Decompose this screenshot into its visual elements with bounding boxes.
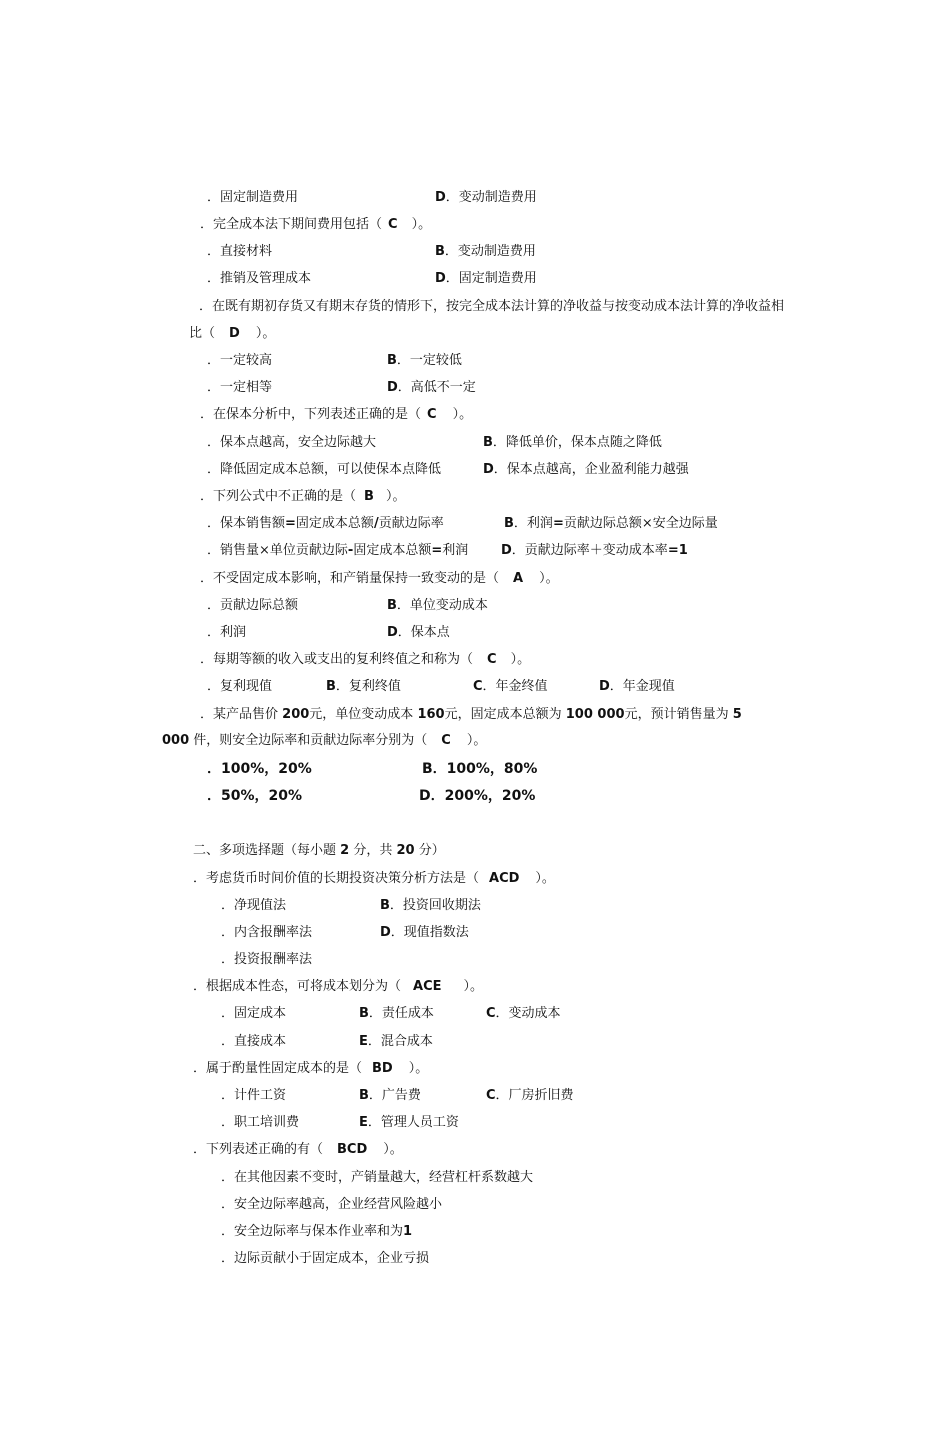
option-b	[326, 678, 401, 696]
stem-text: 比（	[189, 326, 216, 341]
option-letter: E	[359, 1034, 368, 1049]
option-text: ．投资报酬率法	[221, 952, 313, 967]
option-letter: C	[486, 1088, 496, 1103]
option-text: ．保本点越高，安全边际越大	[207, 435, 377, 450]
option-text: ．利润	[207, 625, 247, 640]
option-b	[435, 243, 536, 261]
option-text: ．保本销售额	[207, 516, 286, 531]
option-d	[221, 1114, 299, 1132]
option-letter: C	[473, 679, 483, 694]
question-stem	[200, 488, 405, 506]
option-text: ．利润	[513, 516, 553, 531]
option-c	[473, 678, 548, 696]
answer: BCD	[337, 1142, 368, 1157]
option-letter: D	[483, 462, 494, 477]
option-text: 固定成本总额	[353, 543, 432, 558]
option-letter: D	[380, 925, 391, 940]
option-b	[359, 1005, 434, 1023]
option-text: ．在其他因素不变时，产销量越大，经营杠杆系数越大	[221, 1170, 534, 1185]
option-letter: B	[435, 244, 445, 259]
option-a	[207, 243, 272, 261]
minus-sign: -	[347, 543, 354, 558]
option-e	[221, 951, 312, 969]
option-text: ．边际贡献小于固定成本，企业亏损	[221, 1251, 430, 1266]
number: 5	[732, 707, 742, 722]
option-d	[599, 678, 675, 696]
heading-text: 分）	[418, 843, 445, 858]
option-text: ．推销及管理成本	[207, 271, 312, 286]
answer: ACE	[413, 979, 442, 994]
answer: C	[441, 733, 451, 748]
option-text: ．厂房折旧费	[495, 1088, 574, 1103]
option-c	[207, 270, 311, 288]
option-text: ．贡献边际总额	[207, 598, 299, 613]
question-stem	[200, 216, 431, 234]
answer: C	[487, 652, 497, 667]
option-a	[207, 678, 272, 696]
stem-end: ）。	[255, 326, 276, 341]
option-d	[221, 1250, 429, 1268]
option-text: ．50%，20%	[207, 788, 303, 804]
option-b	[483, 434, 662, 452]
stem-text: ．每期等额的收入或支出的复利终值之和称为（	[200, 652, 474, 667]
option-letter: E	[359, 1115, 368, 1130]
stem-text: 元，单位变动成本	[309, 707, 414, 722]
stem-end: ）。	[385, 489, 406, 504]
option-b	[422, 760, 537, 778]
answer: B	[364, 489, 374, 504]
option-text: ．100%，20%	[207, 761, 312, 777]
option-a	[207, 515, 444, 533]
option-b	[387, 352, 462, 370]
question-stem-cont	[162, 732, 486, 750]
option-letter: D	[387, 625, 398, 640]
option-text: ．混合成本	[367, 1034, 433, 1049]
option-c	[486, 1005, 561, 1023]
option-text: ．变动制造费用	[445, 190, 537, 205]
question-stem	[200, 651, 530, 669]
option-d	[387, 379, 476, 397]
stem-end: ）。	[510, 652, 531, 667]
option-letter: B	[387, 353, 397, 368]
option-text: ．复利现值	[207, 679, 273, 694]
option-text: ．降低单价，保本点随之降低	[492, 435, 662, 450]
number: 20	[396, 843, 415, 858]
option-text: ．安全边际率越高，企业经营风险越小	[221, 1197, 443, 1212]
option-text: ．年金终值	[482, 679, 548, 694]
option-letter: D	[419, 788, 431, 804]
option-text: ．变动成本	[495, 1006, 561, 1021]
number: 100 000	[565, 707, 625, 722]
option-c	[207, 542, 468, 560]
equals-sign: =	[431, 543, 443, 558]
option-a	[207, 434, 376, 452]
option-d	[380, 924, 469, 942]
option-text: ．保本点	[397, 625, 450, 640]
option-letter: D	[435, 190, 446, 205]
option-b	[359, 1087, 421, 1105]
option-d	[221, 1033, 286, 1051]
number: 2	[340, 843, 350, 858]
option-text: ．高低不一定	[397, 380, 476, 395]
option-letter: B	[387, 598, 397, 613]
option-text: ．100%，80%	[432, 761, 538, 777]
stem-end: ）。	[452, 407, 473, 422]
option-a	[207, 597, 298, 615]
option-a	[207, 352, 272, 370]
option-text: ．固定制造费用	[207, 190, 299, 205]
option-text: ．复利终值	[335, 679, 401, 694]
option-text: ．固定制造费用	[445, 271, 537, 286]
equals-sign: =	[285, 516, 296, 531]
question-stem	[193, 978, 483, 996]
stem-end: ）。	[463, 979, 484, 994]
option-e	[359, 1033, 433, 1051]
option-text: ．一定相等	[207, 380, 273, 395]
option-text: ．管理人员工资	[367, 1115, 459, 1130]
stem-end: ）。	[411, 217, 432, 232]
option-text: ．保本点越高，企业盈利能力越强	[493, 462, 689, 477]
question-stem	[193, 1060, 428, 1078]
stem-text: ．根据成本性态，可将成本划分为（	[193, 979, 402, 994]
stem-text: 件，则安全边际率和贡献边际率分别为（	[193, 733, 428, 748]
option-b	[504, 515, 718, 533]
option-d	[501, 542, 688, 560]
option-letter: D	[435, 271, 446, 286]
option-letter: D	[387, 380, 398, 395]
stem-end: ）。	[408, 1061, 429, 1076]
stem-end: ）。	[466, 733, 487, 748]
option-a	[221, 897, 286, 915]
option-letter: B	[504, 516, 514, 531]
option-c	[207, 379, 272, 397]
option-text: ．贡献边际率＋变动成本率	[511, 543, 668, 558]
answer: C	[427, 407, 437, 422]
equals-sign: =	[552, 516, 564, 531]
option-text: ．销售量×单位贡献边际	[207, 543, 348, 558]
answer: C	[388, 217, 398, 232]
option-c	[221, 924, 312, 942]
option-letter: B	[380, 898, 390, 913]
heading-text: 二、多项选择题（每小题	[193, 843, 337, 858]
question-stem	[193, 1141, 403, 1159]
option-text: ．变动制造费用	[444, 244, 536, 259]
option-text: 贡献边际总额×安全边际量	[563, 516, 718, 531]
option-letter: D	[501, 543, 512, 558]
stem-text: 元，固定成本总额为	[444, 707, 562, 722]
option-d	[387, 624, 450, 642]
option-b	[221, 1196, 442, 1214]
option-letter: B	[359, 1088, 369, 1103]
option-d	[435, 270, 537, 288]
option-d	[419, 787, 535, 805]
option-a	[207, 760, 312, 778]
option-text: 利润	[442, 543, 469, 558]
option-letter: C	[486, 1006, 496, 1021]
option-a	[207, 189, 298, 207]
number: 000	[162, 733, 190, 748]
option-text: ．降低固定成本总额，可以使保本点降低	[207, 462, 442, 477]
option-text: ．固定成本	[221, 1006, 287, 1021]
option-letter: B	[422, 761, 433, 777]
section-heading	[193, 842, 445, 860]
stem-text: ．在既有期初存货又有期末存货的情形下，按完全成本法计算的净收益与按变动成本法计算的净收益相	[199, 299, 785, 314]
number: 160	[417, 707, 445, 722]
option-text: ．责任成本	[368, 1006, 434, 1021]
option-text: ．现值指数法	[390, 925, 469, 940]
option-e	[359, 1114, 459, 1132]
stem-text: ．下列公式中不正确的是（	[200, 489, 357, 504]
question-stem-cont	[189, 325, 275, 343]
answer: BD	[372, 1061, 393, 1076]
option-text: ．一定较低	[396, 353, 462, 368]
slash-sign: /	[373, 516, 379, 531]
question-stem	[199, 298, 784, 316]
option-text: ．职工培训费	[221, 1115, 300, 1130]
option-letter: D	[599, 679, 610, 694]
number: 200	[282, 707, 310, 722]
option-b	[380, 897, 481, 915]
option-text: ．投资回收期法	[389, 898, 481, 913]
question-stem	[200, 406, 472, 424]
option-text: ．内含报酬率法	[221, 925, 313, 940]
question-stem	[200, 570, 559, 588]
stem-text: 元，预计销售量为	[624, 707, 729, 722]
option-c	[221, 1223, 412, 1241]
option-d	[483, 461, 689, 479]
option-c	[486, 1087, 574, 1105]
stem-end: ）。	[539, 571, 559, 586]
option-a	[221, 1087, 286, 1105]
option-a	[221, 1005, 286, 1023]
heading-text: 分，共	[353, 843, 393, 858]
number: 1	[403, 1224, 413, 1239]
option-letter: B	[326, 679, 336, 694]
option-text: ．计件工资	[221, 1088, 287, 1103]
option-text: ．直接成本	[221, 1034, 287, 1049]
option-c	[207, 787, 302, 805]
question-stem	[193, 870, 555, 888]
option-text: ．200%，20%	[430, 788, 536, 804]
option-text: ．一定较高	[207, 353, 273, 368]
option-d	[435, 189, 537, 207]
option-c	[207, 461, 441, 479]
stem-text: ．完全成本法下期间费用包括（	[200, 217, 383, 232]
option-text: ．年金现值	[609, 679, 675, 694]
answer: ACD	[489, 871, 520, 886]
option-text: ．单位变动成本	[396, 598, 488, 613]
equals-one: =1	[667, 543, 688, 558]
option-text: ．安全边际率与保本作业率和为	[221, 1224, 404, 1239]
stem-text: ．在保本分析中，下列表述正确的是（	[200, 407, 422, 422]
option-text: 贡献边际率	[378, 516, 444, 531]
stem-text: ．下列表述正确的有（	[193, 1142, 324, 1157]
stem-end: ）。	[535, 871, 555, 886]
stem-text: ．不受固定成本影响，和产销量保持一致变动的是（	[200, 571, 500, 586]
stem-end: ）。	[383, 1142, 403, 1157]
option-letter: B	[359, 1006, 369, 1021]
option-b	[387, 597, 488, 615]
answer: A	[513, 571, 524, 586]
answer: D	[229, 326, 240, 341]
option-text: ．广告费	[368, 1088, 421, 1103]
question-stem	[200, 706, 742, 724]
option-letter: B	[483, 435, 493, 450]
option-text: ．净现值法	[221, 898, 287, 913]
stem-text: ．某产品售价	[200, 707, 279, 722]
option-text: ．直接材料	[207, 244, 273, 259]
stem-text: ．属于酌量性固定成本的是（	[193, 1061, 363, 1076]
option-c	[207, 624, 246, 642]
option-text: 固定成本总额	[295, 516, 374, 531]
option-a	[221, 1169, 533, 1187]
stem-text: ．考虑货币时间价值的长期投资决策分析方法是（	[193, 871, 480, 886]
